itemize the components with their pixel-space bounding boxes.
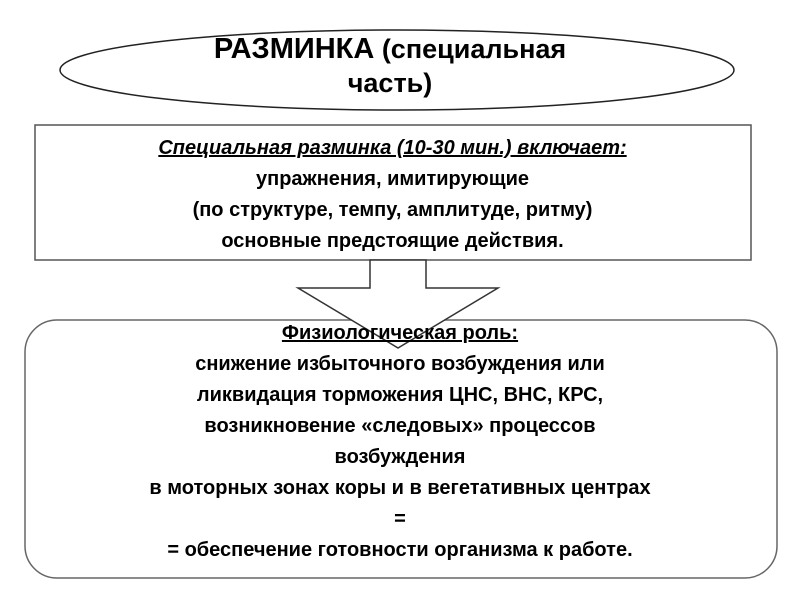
title-rest-line1: (специальная	[374, 34, 567, 64]
physiological-role-line: возникновение «следовых» процессов	[204, 415, 596, 437]
special-warmup-text	[40, 133, 745, 257]
special-warmup-line: основные предстоящие действия.	[221, 230, 564, 252]
title-rest-line2: часть)	[347, 68, 433, 98]
physiological-role-line: ликвидация торможения ЦНС, ВНС, КРС,	[196, 384, 604, 406]
special-warmup-line: (по структуре, темпу, амплитуде, ритму)	[192, 199, 593, 221]
physiological-role-line: =	[394, 508, 406, 530]
physiological-role-text	[30, 318, 770, 566]
title-main: РАЗМИНКА	[213, 33, 375, 65]
physiological-role-heading: Физиологическая роль:	[281, 322, 519, 344]
physiological-role-line: в моторных зонах коры и в вегетативных центрах	[149, 477, 651, 499]
title-text	[150, 32, 630, 100]
special-warmup-heading: Специальная разминка (10-30 мин.) включает:	[158, 137, 627, 159]
special-warmup-line: упражнения, имитирующие	[255, 168, 529, 190]
physiological-role-line: возбуждения	[334, 446, 466, 468]
physiological-role-line: снижение избыточного возбуждения или	[195, 353, 605, 375]
physiological-role-line: = обеспечение готовности организма к работе.	[167, 539, 633, 561]
